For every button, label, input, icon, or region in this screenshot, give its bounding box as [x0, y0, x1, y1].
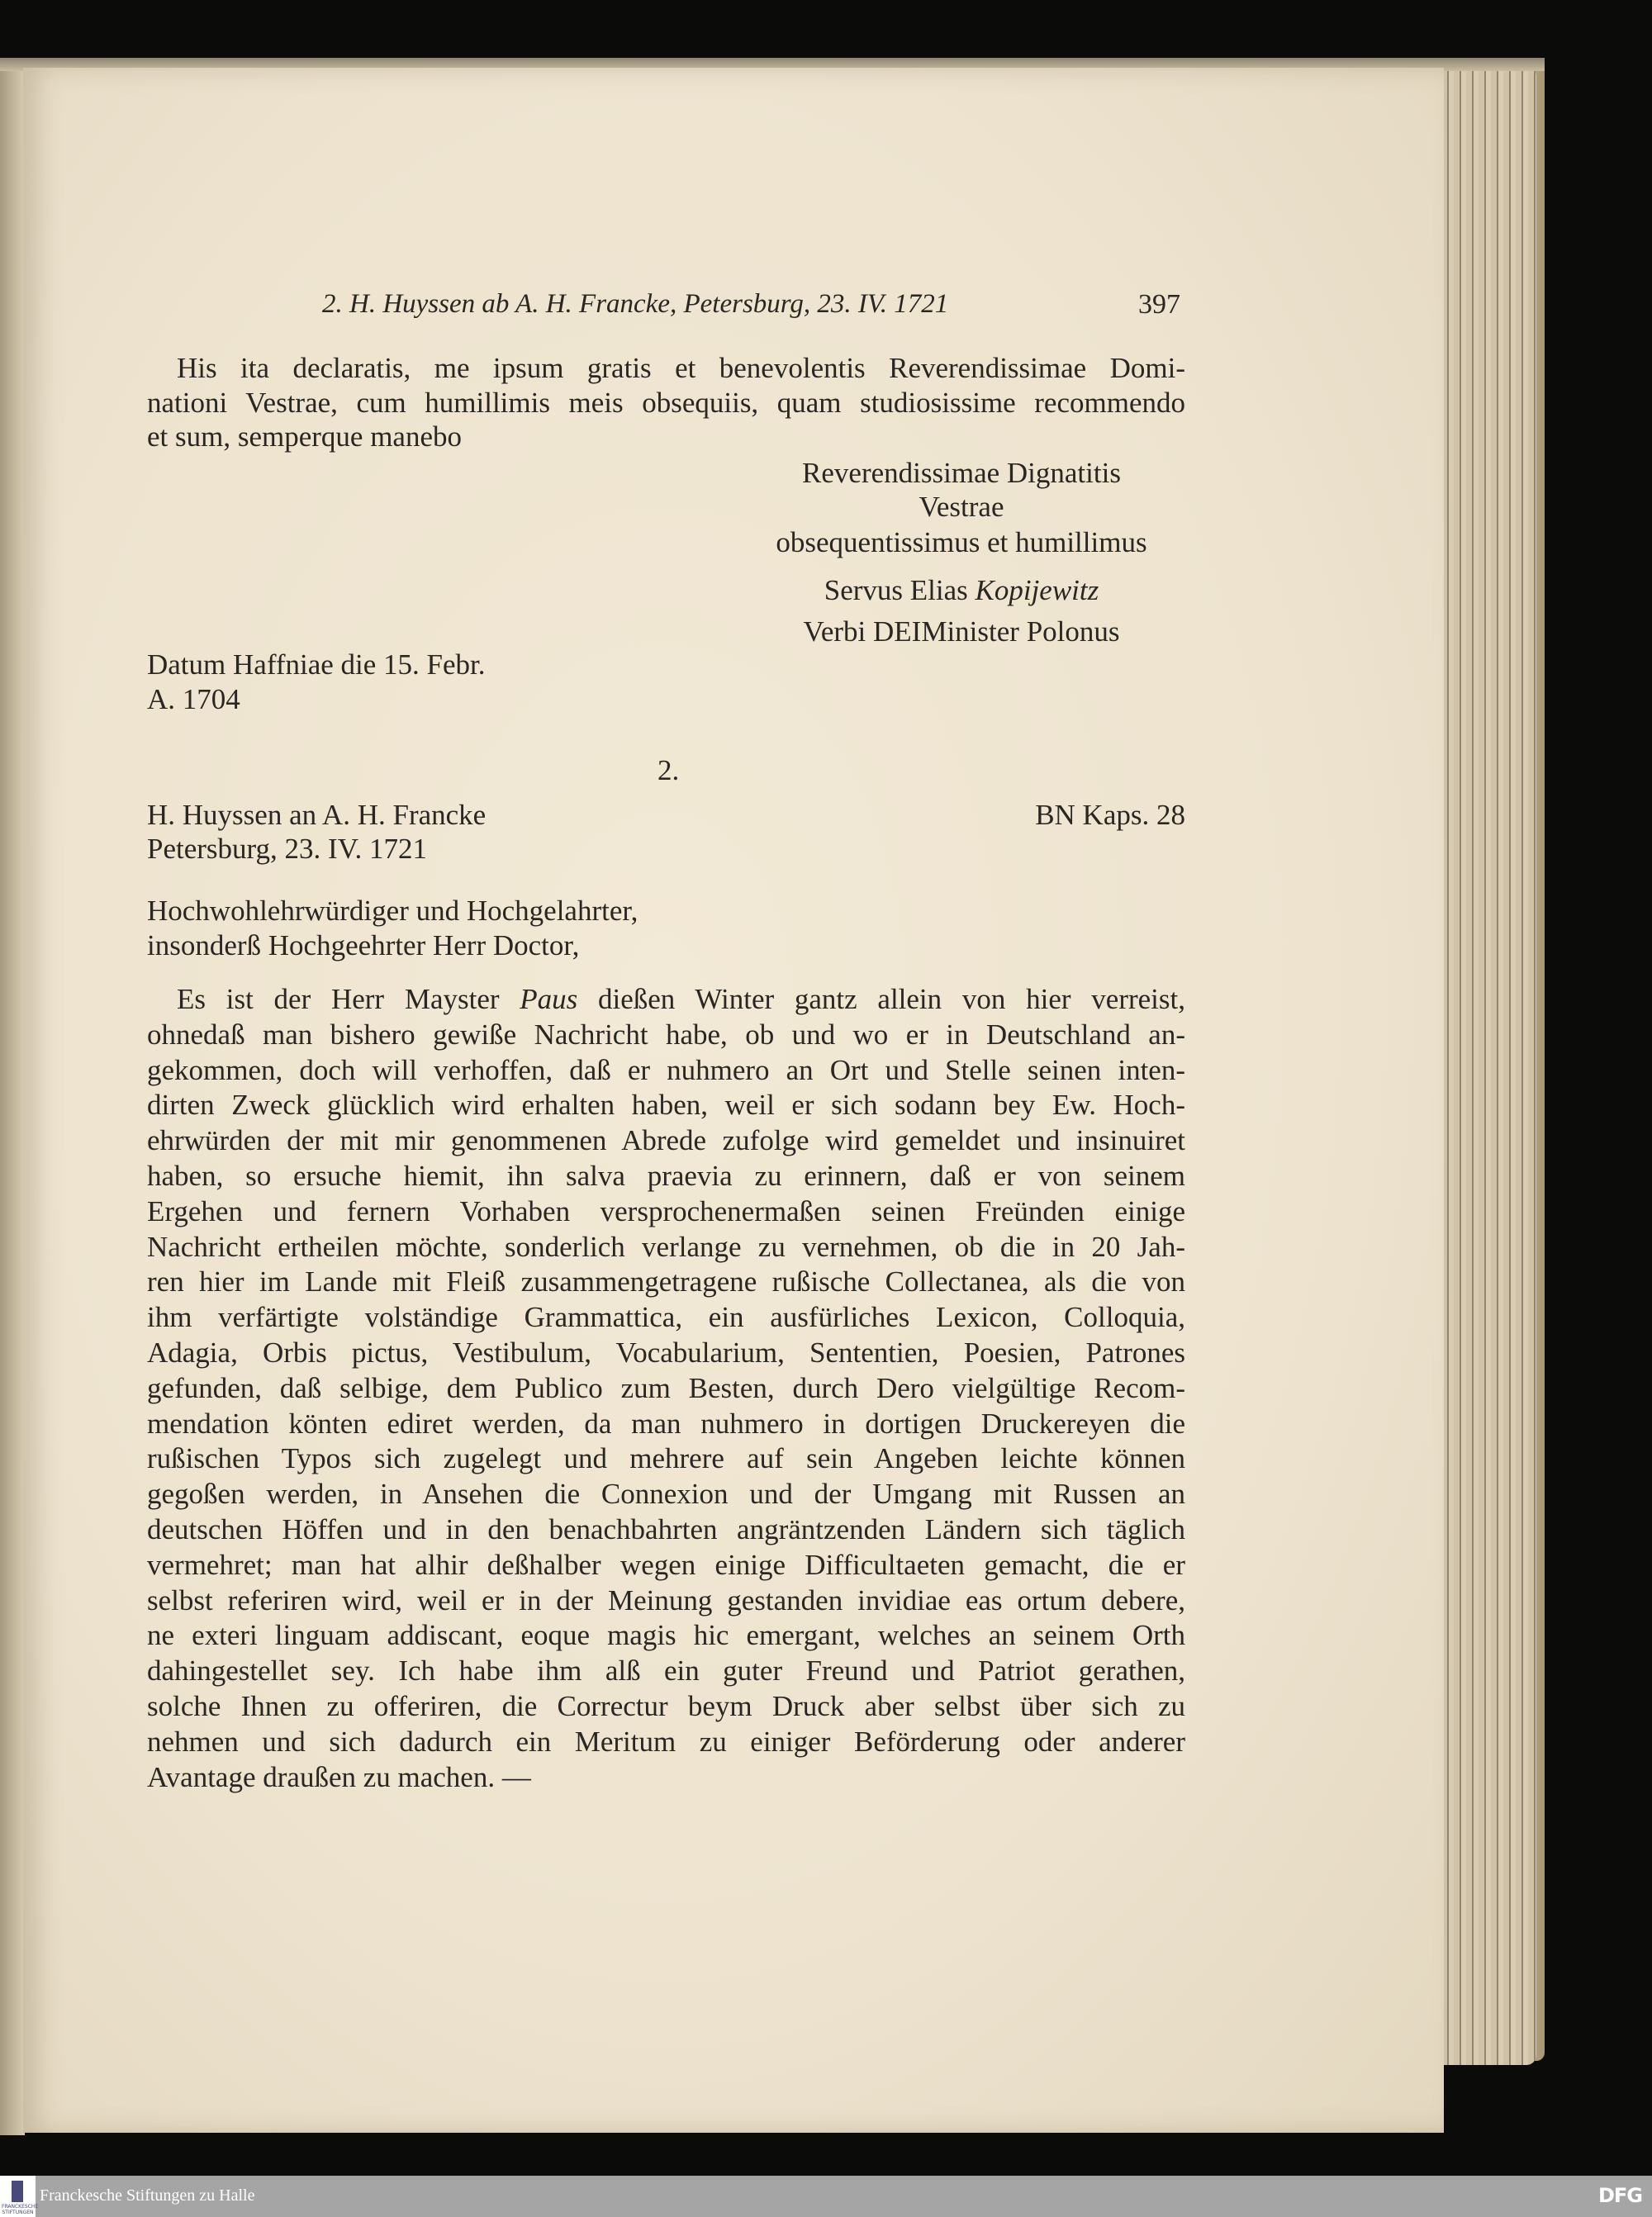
body-line: dahingestellet sey. Ich habe ihm alß ein guter Freund und Patriot gerathen, [147, 1654, 1185, 1688]
body-line: dirten Zweck glücklich wird erhalten haben, weil er sich sodann bey Ew. Hoch- [147, 1089, 1185, 1122]
body-line: solche Ihnen zu offeriren, die Correctur beym Druck aber selbst über sich zu [147, 1690, 1185, 1722]
salutation-line: Hochwohlehrwürdiger und Hochgelahrter, [147, 895, 638, 927]
page-number: 397 [1138, 289, 1180, 320]
body-line: ohnedaß man bishero gewiße Nachricht habe, ob und wo er in Deutschland an- [147, 1018, 1185, 1051]
letter-number: 2. [657, 754, 680, 786]
signature-line: Reverendissimae Dignatitis [802, 457, 1121, 489]
body-line: deutschen Höffen und in den benachbahrten angräntzenden Ländern sich täglich [147, 1513, 1185, 1545]
body-line: vermehret; man hat alhir deßhalber wegen einige Difficultaeten gemacht, die er [147, 1548, 1185, 1581]
book-gutter [0, 58, 25, 2135]
institution-logo[interactable] [0, 2176, 39, 2217]
body-line [147, 982, 1185, 1017]
archive-reference: BN Kaps. 28 [1035, 799, 1185, 831]
body-line: ehrwürden der mit mir genommenen Abrede zufolge wird gemeldet und insinuiret [147, 1124, 1185, 1157]
salutation-line: insonderß Hochgeehrter Herr Doctor, [147, 929, 580, 961]
body-line: Adagia, Orbis pictus, Vestibulum, Vocabularium, Sententien, Poesien, Patrones [147, 1336, 1185, 1369]
body-line: Avantage draußen zu machen. — [147, 1760, 531, 1793]
letter-sender: H. Huyssen an A. H. Francke [147, 799, 487, 831]
signature-line: Vestrae [919, 491, 1004, 523]
body-line: Ergehen und fernern Vorhaben versprochenermaßen seinen Freünden einige [147, 1194, 1185, 1227]
body-line: ihm verfärtigte volständige Grammattica, ein ausfürliches Lexicon, Colloquia, [147, 1301, 1185, 1334]
logo-caption: FRANCKESCHE STIFTUNGEN [2, 2204, 39, 2215]
dfg-logo[interactable]: DFG [1597, 2184, 1642, 2207]
closing-line: nationi Vestrae, cum humillimis meis obsequiis, quam studiosissime recommendo [147, 386, 1185, 419]
footer-bar [0, 2176, 1652, 2217]
body-line: mendation könten ediret werden, da man nuhmero in dortigen Druckereyen die [147, 1407, 1185, 1440]
body-line: gekommen, doch will verhoffen, daß er nuhmero an Ort und Stelle seinen inten- [147, 1053, 1185, 1086]
person-name: Paus [520, 983, 578, 1015]
dateline: Datum Haffniae die 15. Febr. [147, 648, 486, 681]
letter-place-date: Petersburg, 23. IV. 1721 [147, 833, 427, 865]
body-line: haben, so ersuche hiemit, ihn salva praevia zu erinnern, daß er von seinem [147, 1160, 1185, 1192]
body-line: nehmen und sich dadurch ein Meritum zu einiger Beförderung oder anderer [147, 1725, 1185, 1758]
body-line: gefunden, daß selbige, dem Publico zum Besten, durch Dero vielgültige Recom- [147, 1371, 1185, 1404]
body-line: Nachricht ertheilen möchte, sonderlich verlange zu vernehmen, ob die in 20 Jah- [147, 1230, 1185, 1263]
body-line: selbst referiren wird, weil er in der Meinung gestanden invidiae eas ortum debere, [147, 1583, 1185, 1616]
body-line: ne exteri linguam addiscant, eoque magis hic emergant, welches an seinem Orth [147, 1619, 1185, 1652]
statue-icon [12, 2181, 23, 2202]
body-text: Es ist der Herr Mayster [177, 983, 520, 1015]
signer-title: Verbi DEIMinister Polonus [803, 615, 1120, 648]
body-line: ren hier im Lande mit Fleiß zusammengetragene rußische Collectanea, als die von [147, 1265, 1185, 1298]
body-line: rußischen Typos sich zugelegt und mehrere auf sein Angeben leichte können [147, 1442, 1185, 1475]
servus-prefix: Servus Elias [824, 574, 976, 606]
signer-name: Kopijewitz [975, 574, 1099, 606]
signature-line: obsequentissimus et humillimus [776, 526, 1147, 558]
signature-servus [714, 573, 1209, 608]
body-text: dießen Winter gantz allein von hier verreist, [577, 983, 1185, 1015]
closing-line: His ita declaratis, me ipsum gratis et benevolentis Reverendissimae Domi- [177, 352, 1185, 384]
institution-label[interactable]: Franckesche Stiftungen zu Halle [40, 2186, 255, 2205]
dateline: A. 1704 [147, 683, 240, 715]
running-head: 2. H. Huyssen ab A. H. Francke, Petersburg, 23. IV. 1721 [322, 289, 949, 319]
closing-line: et sum, semperque manebo [147, 420, 463, 453]
body-line: gegoßen werden, in Ansehen die Connexion und der Umgang mit Russen an [147, 1478, 1185, 1511]
